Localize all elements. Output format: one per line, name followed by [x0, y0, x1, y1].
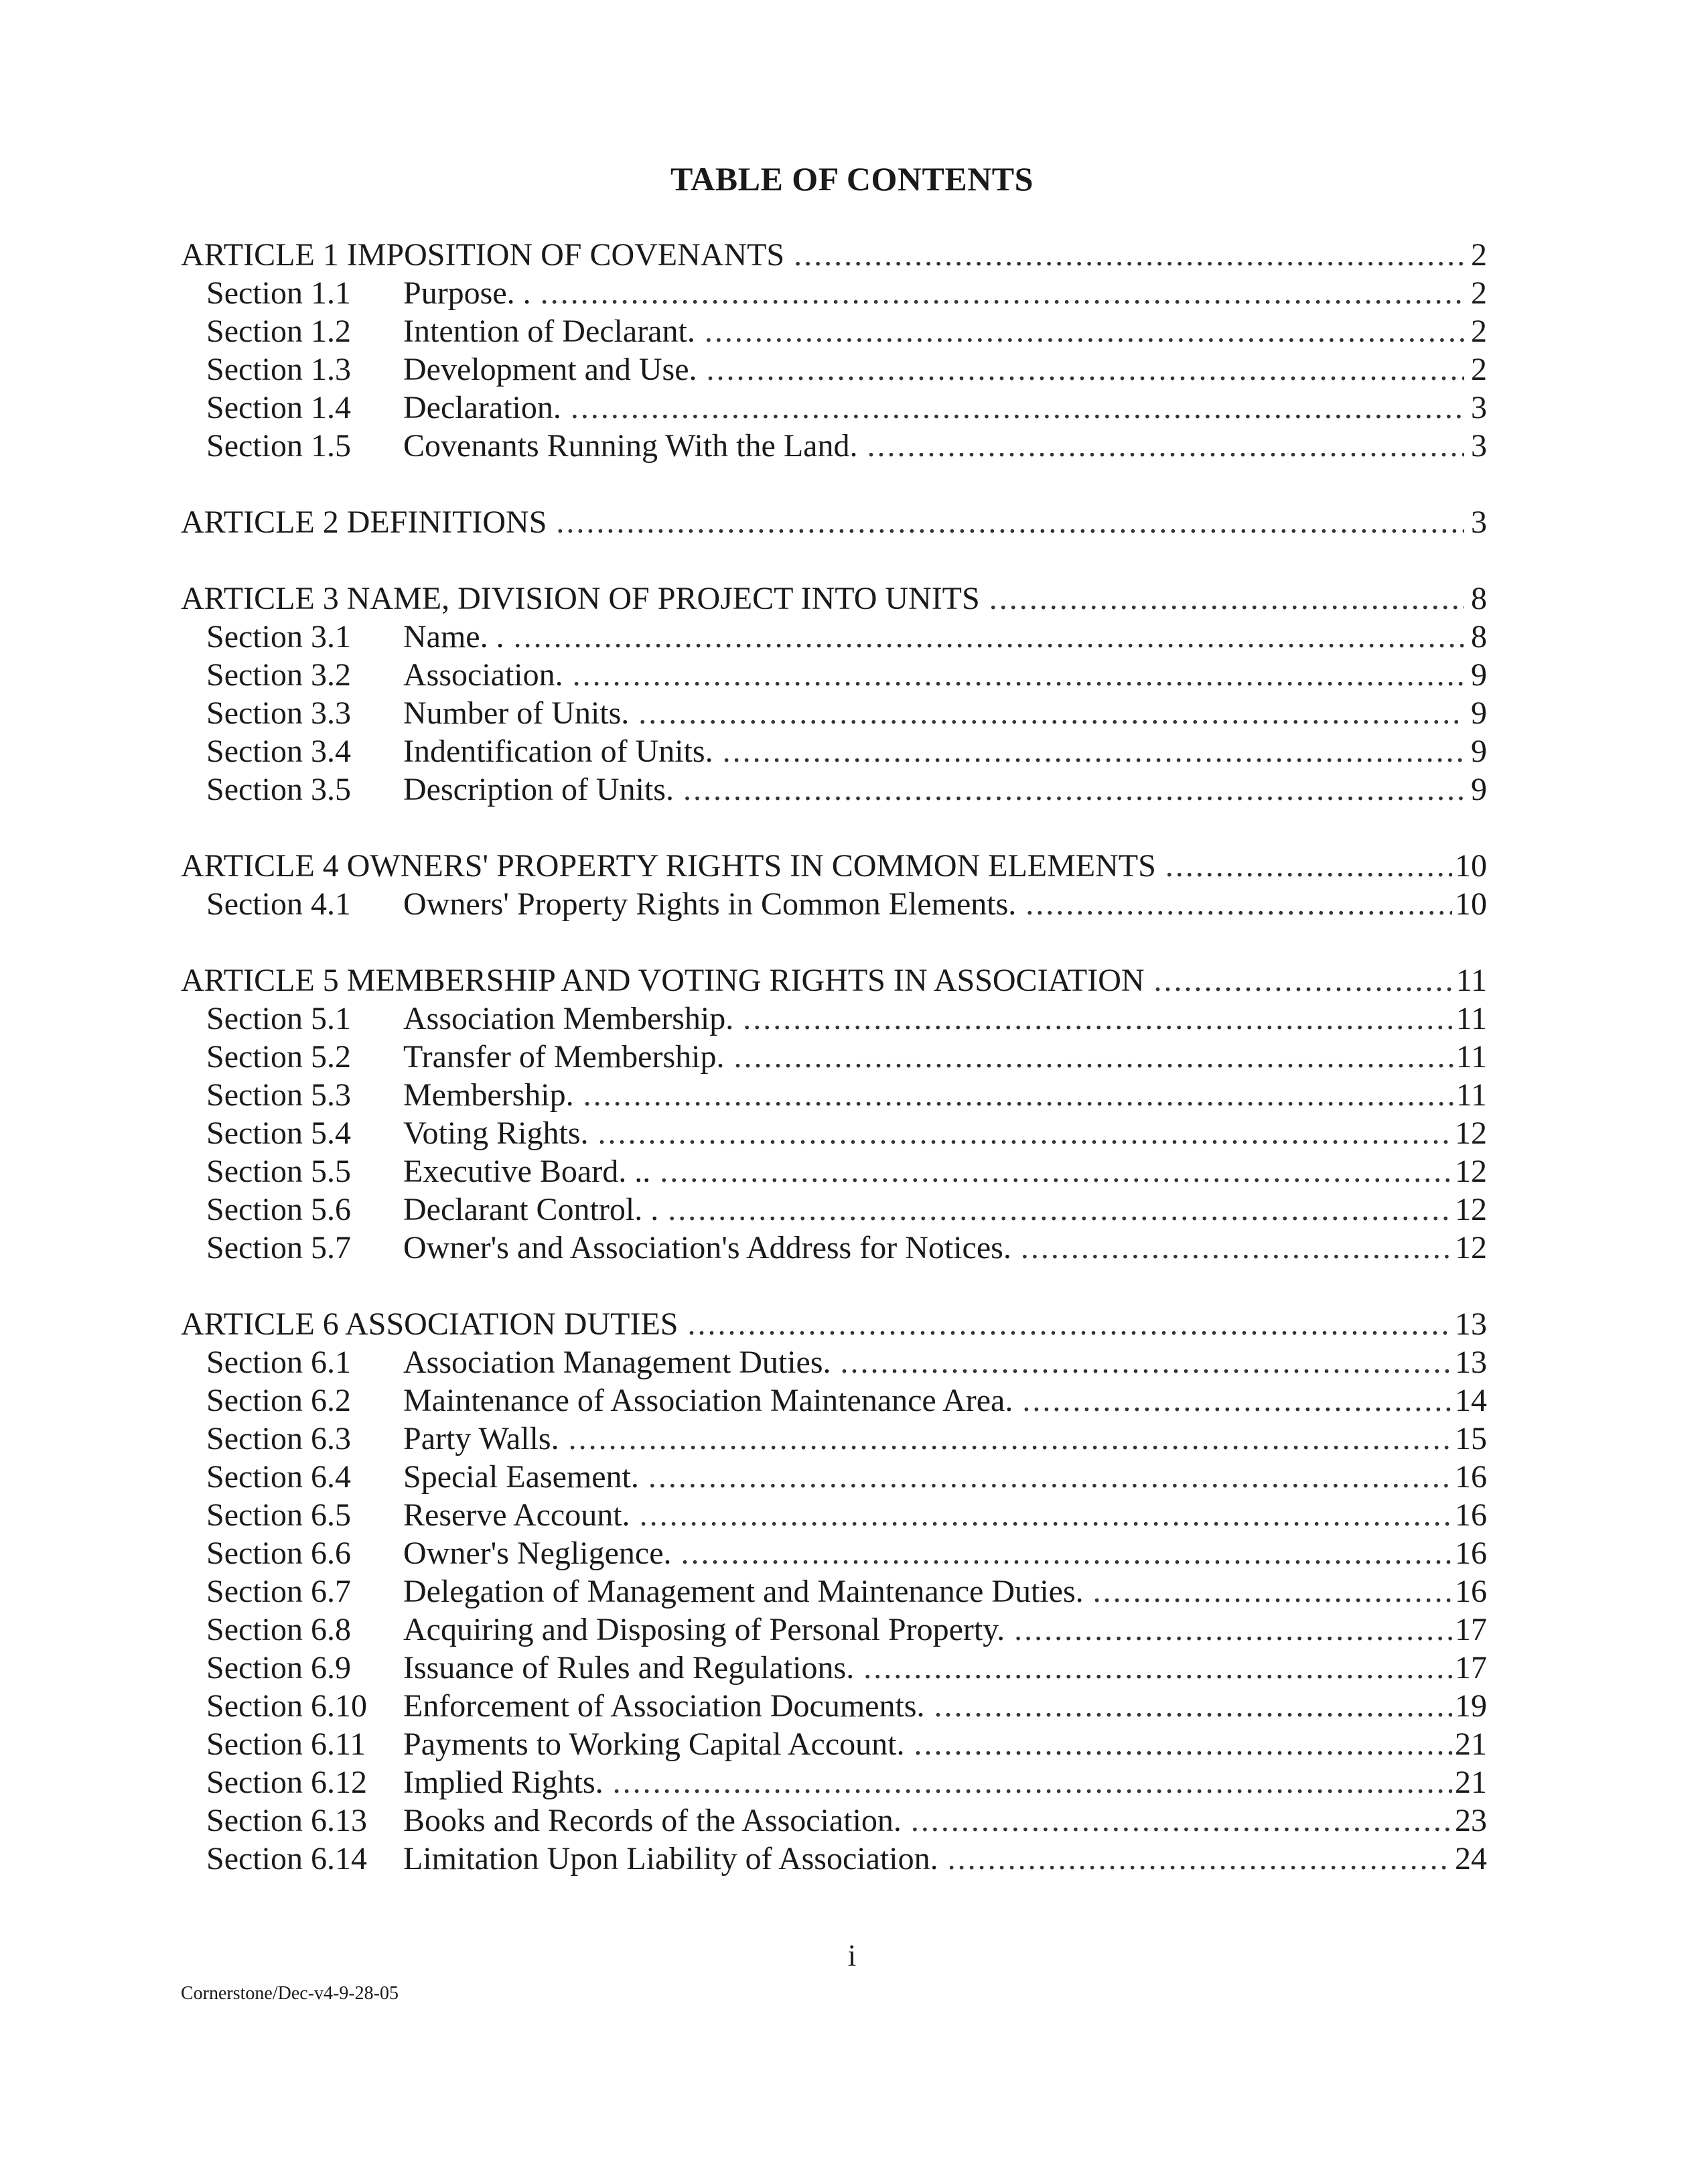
page-number: i — [847, 1938, 857, 1972]
page-reference: 10 — [1455, 886, 1487, 922]
toc-section-entry — [181, 694, 1487, 732]
toc-section-entry — [181, 1381, 1487, 1420]
page-reference: 8 — [1471, 581, 1487, 616]
toc-section-entry — [181, 1000, 1487, 1038]
dot-leader — [1021, 1229, 1452, 1267]
page-reference: 16 — [1455, 1574, 1487, 1609]
toc-section-entry — [181, 1343, 1487, 1381]
section-number: Section 6.12 — [206, 1765, 367, 1800]
dot-leader — [638, 694, 1464, 732]
page-reference: 21 — [1455, 1726, 1487, 1762]
dot-leader — [863, 1649, 1452, 1687]
dot-leader — [613, 1763, 1452, 1801]
dot-leader — [556, 503, 1464, 541]
section-title: Payments to Working Capital Account. — [403, 1726, 905, 1762]
section-number: Section 5.4 — [206, 1115, 351, 1151]
table-of-contents — [181, 236, 1487, 1878]
page-reference: 12 — [1455, 1230, 1487, 1266]
toc-section-entry — [181, 1687, 1487, 1725]
dot-leader — [660, 1152, 1452, 1190]
dot-leader — [640, 1496, 1452, 1534]
section-number: Section 6.11 — [206, 1726, 366, 1762]
section-title: Number of Units. — [403, 695, 630, 731]
dot-leader — [1014, 1611, 1452, 1649]
page-reference: 11 — [1456, 1001, 1487, 1036]
section-title: Limitation Upon Liability of Association. — [403, 1841, 938, 1876]
section-number: Section 6.9 — [206, 1650, 351, 1686]
section-title: Intention of Declarant. — [403, 314, 695, 349]
section-title: Association. — [403, 657, 563, 693]
toc-section-entry — [181, 656, 1487, 694]
toc-section-entry — [181, 1611, 1487, 1649]
page-reference: 3 — [1471, 390, 1487, 425]
dot-leader — [681, 1534, 1453, 1572]
section-title: Purpose. . — [403, 275, 531, 311]
page-reference: 3 — [1471, 504, 1487, 540]
page-reference: 19 — [1455, 1688, 1487, 1724]
section-number: Section 6.8 — [206, 1612, 351, 1647]
section-number: Section 6.14 — [206, 1841, 367, 1876]
toc-section-entry — [181, 1649, 1487, 1687]
page-reference: 12 — [1455, 1154, 1487, 1189]
toc-article-entry — [181, 961, 1487, 1000]
toc-section-entry — [181, 427, 1487, 465]
dot-leader — [687, 1305, 1452, 1343]
dot-leader — [948, 1840, 1452, 1878]
dot-leader — [705, 312, 1464, 350]
section-number: Section 6.1 — [206, 1345, 351, 1380]
section-title: Acquiring and Disposing of Personal Property. — [403, 1612, 1005, 1647]
section-title: Owner's and Association's Address for Notices. — [403, 1230, 1011, 1266]
toc-section-entry — [181, 1190, 1487, 1229]
section-title: Description of Units. — [403, 772, 674, 807]
section-number: Section 6.2 — [206, 1383, 351, 1418]
dot-leader — [1165, 847, 1452, 885]
section-title: Covenants Running With the Land. — [403, 428, 858, 464]
section-title: Voting Rights. — [403, 1115, 589, 1151]
page-reference: 9 — [1471, 734, 1487, 769]
dot-leader — [707, 350, 1464, 389]
section-title: Issuance of Rules and Regulations. — [403, 1650, 855, 1686]
section-number: Section 5.1 — [206, 1001, 351, 1036]
section-number: Section 6.6 — [206, 1535, 351, 1571]
section-title: Books and Records of the Association. — [403, 1803, 902, 1838]
section-title: Declarant Control. . — [403, 1192, 659, 1227]
toc-section-entry — [181, 274, 1487, 312]
section-number: Section 1.4 — [206, 390, 351, 425]
toc-section-entry — [181, 350, 1487, 389]
toc-article-entry — [181, 579, 1487, 618]
page-reference: 8 — [1471, 619, 1487, 655]
section-title: Declaration. — [403, 390, 561, 425]
section-title: Name. . — [403, 619, 504, 655]
section-title: Reserve Account. — [403, 1497, 630, 1533]
dot-leader — [733, 1038, 1453, 1076]
section-number: Section 5.6 — [206, 1192, 351, 1227]
dot-leader — [989, 579, 1464, 618]
dot-leader — [571, 389, 1464, 427]
toc-section-entry — [181, 1152, 1487, 1190]
toc-section-entry — [181, 1420, 1487, 1458]
page-reference: 3 — [1471, 428, 1487, 464]
section-number: Section 5.2 — [206, 1039, 351, 1075]
section-title: Owner's Negligence. — [403, 1535, 672, 1571]
dot-leader — [1025, 885, 1452, 923]
toc-article-entry — [181, 1305, 1487, 1343]
page-reference: 2 — [1471, 275, 1487, 311]
section-number: Section 1.3 — [206, 352, 351, 387]
toc-section-entry — [181, 885, 1487, 923]
section-title: Executive Board. .. — [403, 1154, 651, 1189]
article-title: ARTICLE 2 DEFINITIONS — [181, 504, 547, 540]
toc-section-entry — [181, 1840, 1487, 1878]
article-title: ARTICLE 5 MEMBERSHIP AND VOTING RIGHTS IN ASSOCIATION — [181, 963, 1145, 998]
toc-section-entry — [181, 1496, 1487, 1534]
page-reference: 16 — [1455, 1459, 1487, 1495]
page-reference: 15 — [1455, 1421, 1487, 1456]
dot-leader — [514, 618, 1464, 656]
section-title: Party Walls. — [403, 1421, 559, 1456]
dot-leader — [723, 732, 1464, 770]
page-reference: 9 — [1471, 772, 1487, 807]
page-title: TABLE OF CONTENTS — [670, 160, 1034, 198]
page-reference: 24 — [1455, 1841, 1487, 1876]
page-reference: 17 — [1455, 1612, 1487, 1647]
page-reference: 21 — [1455, 1765, 1487, 1800]
article-title: ARTICLE 3 NAME, DIVISION OF PROJECT INTO UNITS — [181, 581, 980, 616]
toc-section-entry — [181, 1114, 1487, 1152]
section-title: Maintenance of Association Maintenance Area. — [403, 1383, 1013, 1418]
page-reference: 16 — [1455, 1535, 1487, 1571]
page-reference: 2 — [1471, 314, 1487, 349]
page-reference: 13 — [1455, 1306, 1487, 1342]
page-reference: 17 — [1455, 1650, 1487, 1686]
section-number: Section 6.13 — [206, 1803, 367, 1838]
section-title: Owners' Property Rights in Common Elements. — [403, 886, 1017, 922]
toc-section-entry — [181, 1801, 1487, 1840]
section-number: Section 6.7 — [206, 1574, 351, 1609]
page-reference: 10 — [1455, 848, 1487, 884]
page-reference: 12 — [1455, 1115, 1487, 1151]
dot-leader — [867, 427, 1464, 465]
section-number: Section 1.1 — [206, 275, 351, 311]
toc-section-entry — [181, 732, 1487, 770]
section-title: Enforcement of Association Documents. — [403, 1688, 925, 1724]
section-title: Special Easement. — [403, 1459, 639, 1495]
article-title: ARTICLE 4 OWNERS' PROPERTY RIGHTS IN COMMON ELEMENTS — [181, 848, 1156, 884]
page-reference: 16 — [1455, 1497, 1487, 1533]
document-id: Cornerstone/Dec-v4-9-28-05 — [181, 1983, 399, 2004]
toc-section-entry — [181, 1763, 1487, 1801]
dot-leader — [794, 236, 1464, 274]
dot-leader — [934, 1687, 1452, 1725]
dot-leader — [583, 1076, 1453, 1114]
toc-article-entry — [181, 236, 1487, 274]
dot-leader — [683, 770, 1464, 809]
page-reference: 11 — [1456, 963, 1487, 998]
section-number: Section 3.1 — [206, 619, 351, 655]
page-reference: 2 — [1471, 352, 1487, 387]
section-number: Section 3.5 — [206, 772, 351, 807]
page-reference: 2 — [1471, 237, 1487, 273]
page-reference: 23 — [1455, 1803, 1487, 1838]
page-reference: 9 — [1471, 695, 1487, 731]
section-title: Transfer of Membership. — [403, 1039, 725, 1075]
dot-leader — [573, 656, 1464, 694]
dot-leader — [1154, 961, 1453, 1000]
article-title: ARTICLE 1 IMPOSITION OF COVENANTS — [181, 237, 785, 273]
page-reference: 9 — [1471, 657, 1487, 693]
section-number: Section 5.5 — [206, 1154, 351, 1189]
toc-section-entry — [181, 770, 1487, 809]
section-number: Section 1.5 — [206, 428, 351, 464]
section-number: Section 5.7 — [206, 1230, 351, 1266]
section-number: Section 6.4 — [206, 1459, 351, 1495]
section-title: Development and Use. — [403, 352, 697, 387]
dot-leader — [598, 1114, 1452, 1152]
article-title: ARTICLE 6 ASSOCIATION DUTIES — [181, 1306, 679, 1342]
toc-section-entry — [181, 1458, 1487, 1496]
toc-article-entry — [181, 503, 1487, 541]
toc-section-entry — [181, 1229, 1487, 1267]
section-number: Section 3.2 — [206, 657, 351, 693]
dot-leader — [1093, 1572, 1452, 1611]
toc-section-entry — [181, 1572, 1487, 1611]
section-number: Section 5.3 — [206, 1077, 351, 1113]
dot-leader — [911, 1801, 1452, 1840]
toc-section-entry — [181, 618, 1487, 656]
section-number: Section 6.3 — [206, 1421, 351, 1456]
section-number: Section 6.10 — [206, 1688, 367, 1724]
section-number: Section 1.2 — [206, 314, 351, 349]
dot-leader — [541, 274, 1464, 312]
toc-section-entry — [181, 1038, 1487, 1076]
toc-section-entry — [181, 1534, 1487, 1572]
section-number: Section 3.4 — [206, 734, 351, 769]
section-title: Membership. — [403, 1077, 574, 1113]
dot-leader — [914, 1725, 1453, 1763]
toc-article-entry — [181, 847, 1487, 885]
section-number: Section 3.3 — [206, 695, 351, 731]
page-reference: 14 — [1455, 1383, 1487, 1418]
dot-leader — [1022, 1381, 1452, 1420]
dot-leader — [841, 1343, 1452, 1381]
section-title: Association Management Duties. — [403, 1345, 831, 1380]
page-reference: 12 — [1455, 1192, 1487, 1227]
dot-leader — [668, 1190, 1452, 1229]
section-title: Implied Rights. — [403, 1765, 604, 1800]
dot-leader — [743, 1000, 1453, 1038]
page-reference: 11 — [1456, 1077, 1487, 1113]
section-number: Section 6.5 — [206, 1497, 351, 1533]
page-reference: 11 — [1456, 1039, 1487, 1075]
dot-leader — [569, 1420, 1452, 1458]
toc-section-entry — [181, 1725, 1487, 1763]
page-reference: 13 — [1455, 1345, 1487, 1380]
section-title: Indentification of Units. — [403, 734, 713, 769]
toc-section-entry — [181, 312, 1487, 350]
toc-section-entry — [181, 1076, 1487, 1114]
toc-section-entry — [181, 389, 1487, 427]
section-title: Association Membership. — [403, 1001, 734, 1036]
dot-leader — [648, 1458, 1452, 1496]
section-number: Section 4.1 — [206, 886, 351, 922]
section-title: Delegation of Management and Maintenance Duties. — [403, 1574, 1084, 1609]
